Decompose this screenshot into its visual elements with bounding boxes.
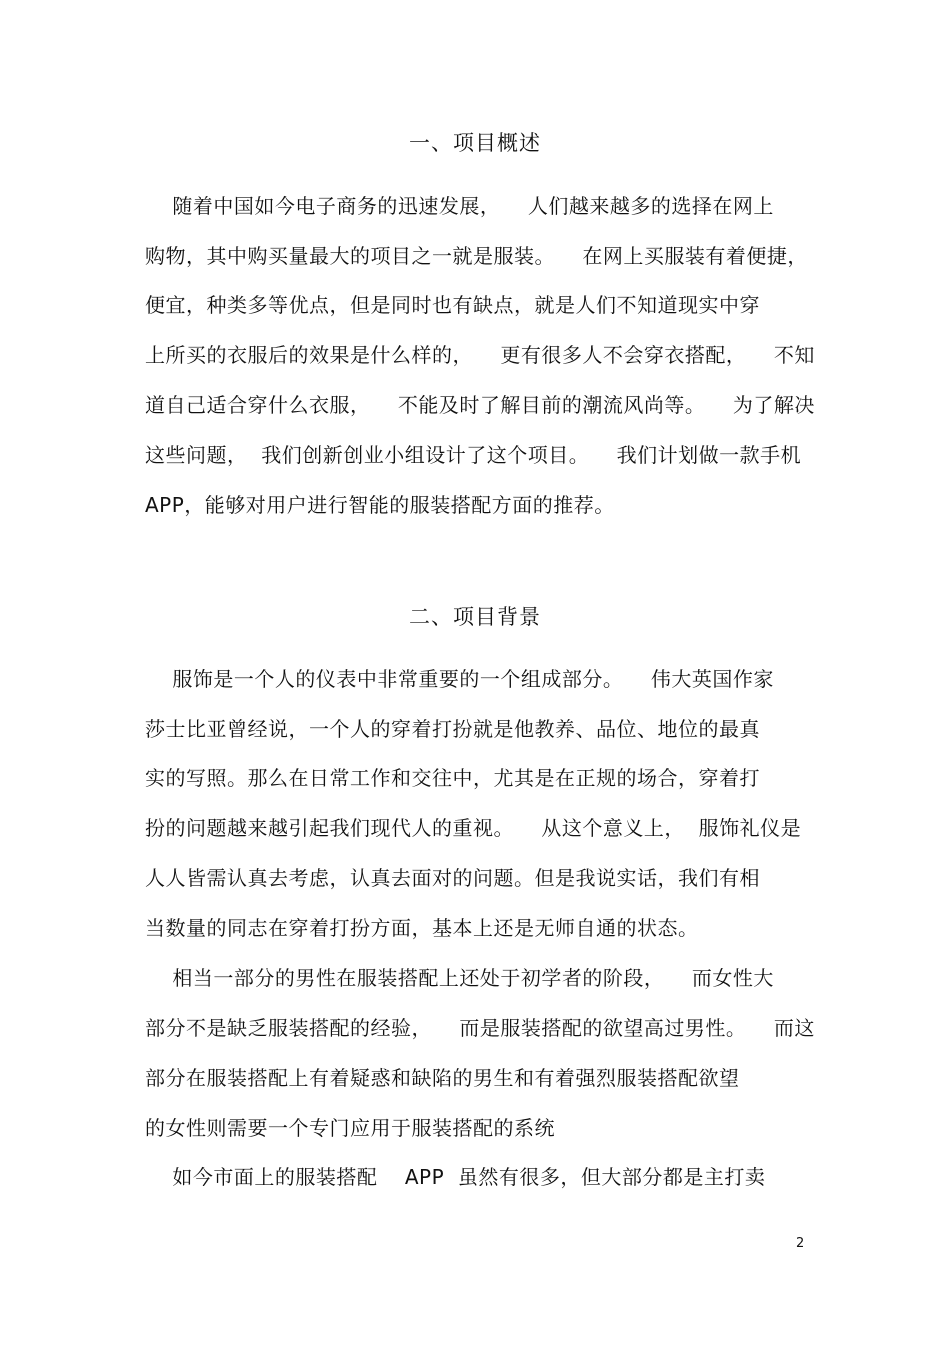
overview-paragraph-line: 上所买的衣服后的效果是什么样的， 更有很多人不会穿衣搭配， 不知 xyxy=(145,343,815,367)
background-paragraph-line: 扮的问题越来越引起我们现代人的重视。 从这个意义上， 服饰礼仪是 xyxy=(145,816,802,840)
background-paragraph-line: 当数量的同志在穿着打扮方面，基本上还是无师自通的状态。 xyxy=(145,916,699,940)
section-heading-background: 二、项目背景 xyxy=(409,605,541,629)
background-paragraph-line: 服饰是一个人的仪表中非常重要的一个组成部分。 伟大英国作家 xyxy=(145,667,774,691)
background-paragraph-line: 如今市面上的服装搭配 APP 虽然有很多，但大部分都是主打卖 xyxy=(145,1165,766,1189)
background-paragraph-line: 莎士比亚曾经说，一个人的穿着打扮就是他教养、品位、地位的最真 xyxy=(145,717,760,741)
overview-paragraph-line: 随着中国如今电子商务的迅速发展， 人们越来越多的选择在网上 xyxy=(145,194,774,218)
background-paragraph-line: 人人皆需认真去考虑，认真去面对的问题。但是我说实话，我们有相 xyxy=(145,866,760,890)
overview-paragraph-line: 道自己适合穿什么衣服， 不能及时了解目前的潮流风尚等。 为了解决 xyxy=(145,393,815,417)
page-number: 2 xyxy=(796,1236,805,1251)
overview-paragraph-line: APP，能够对用户进行智能的服装搭配方面的推荐。 xyxy=(145,493,615,517)
overview-paragraph-line: 便宜，种类多等优点，但是同时也有缺点，就是人们不知道现实中穿 xyxy=(145,293,760,317)
background-paragraph-line: 部分不是缺乏服装搭配的经验， 而是服装搭配的欲望高过男性。 而这 xyxy=(145,1016,815,1040)
background-paragraph-line: 实的写照。那么在日常工作和交往中，尤其是在正规的场合，穿着打 xyxy=(145,766,760,790)
background-paragraph-line: 部分在服装搭配上有着疑惑和缺陷的男生和有着强烈服装搭配欲望 xyxy=(145,1066,740,1090)
overview-paragraph-line: 购物，其中购买量最大的项目之一就是服装。 在网上买服装有着便捷， xyxy=(145,244,808,268)
background-paragraph-line: 相当一部分的男性在服装搭配上还处于初学者的阶段， 而女性大 xyxy=(145,966,774,990)
section-heading-overview: 一、项目概述 xyxy=(409,131,541,155)
overview-paragraph-line: 这些问题， 我们创新创业小组设计了这个项目。 我们计划做一款手机 xyxy=(145,443,802,467)
background-paragraph-line: 的女性则需要一个专门应用于服装搭配的系统 xyxy=(145,1116,555,1140)
